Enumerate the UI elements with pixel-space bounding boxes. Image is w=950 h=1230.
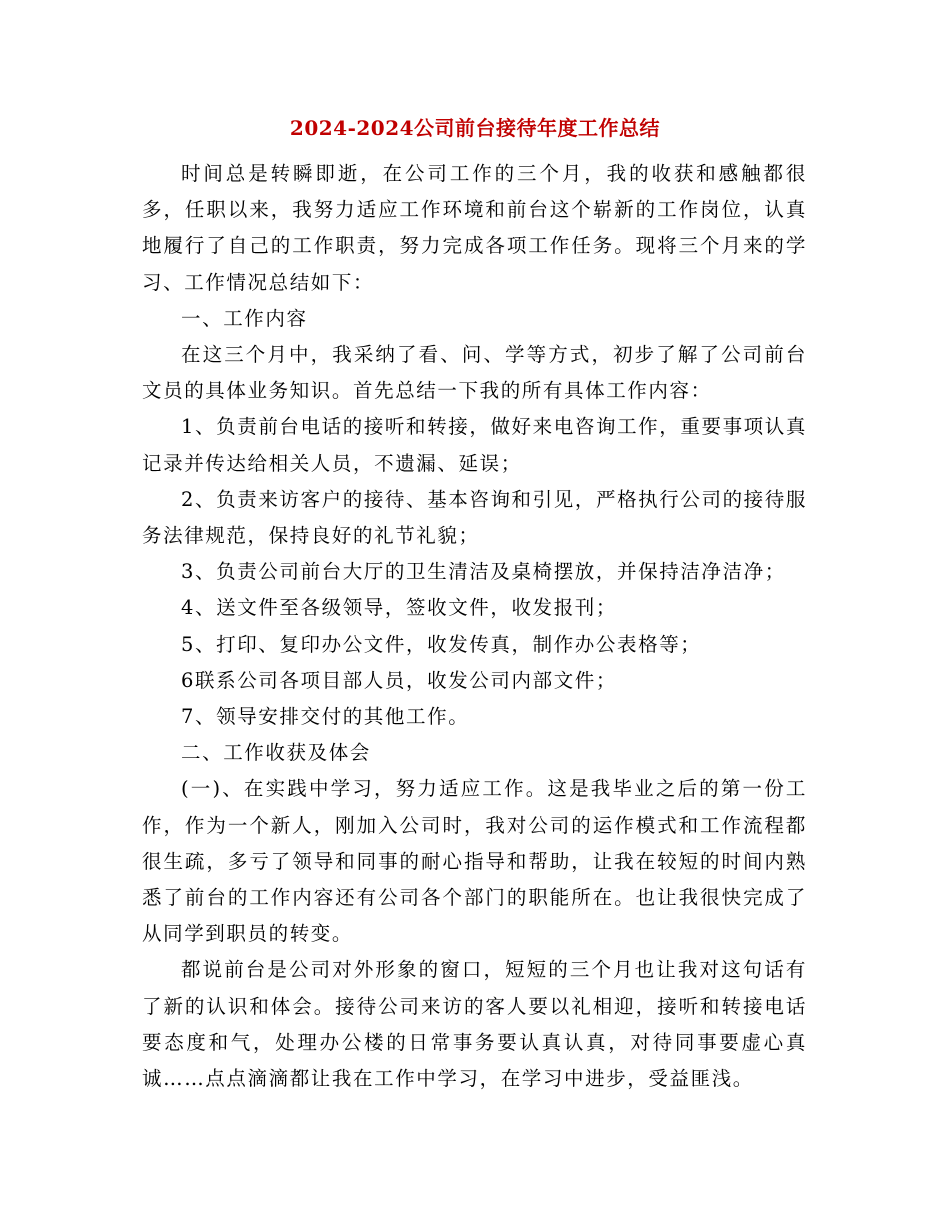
list-item-duty-2: 2、负责来访客户的接待、基本咨询和引见，严格执行公司的接待服务法律规范，保持良好的礼节礼貌； (142, 487, 807, 548)
list-item-duty-3: 3、负责公司前台大厅的卫生清洁及桌椅摆放，并保持洁净洁净； (181, 560, 786, 584)
section-heading-work-content: 一、工作内容 (181, 306, 308, 330)
document-body (142, 156, 807, 1097)
document-title: 2024-2024公司前台接待年度工作总结 (289, 116, 661, 140)
list-item-duty-5: 5、打印、复印办公文件，收发传真，制作办公表格等； (181, 632, 702, 656)
paragraph-work-overview: 在这三个月中，我采纳了看、问、学等方式，初步了解了公司前台文员的具体业务知识。首先总结一下我的所有具体工作内容： (142, 343, 807, 403)
list-item-duty-1: 1、负责前台电话的接听和转接，做好来电咨询工作，重要事项认真记录并传达给相关人员，不遗漏、延误； (142, 415, 807, 475)
paragraph-intro: 时间总是转瞬即逝，在公司工作的三个月，我的收获和感触都很多，任职以来，我努力适应工作环境和前台这个崭新的工作岗位，认真地履行了自己的工作职责，努力完成各项工作任务。现将三个月来的学习、工作情况总结如下： (142, 162, 807, 294)
paragraph-learning-in-practice: (一)、在实践中学习，努力适应工作。这是我毕业之后的第一份工作，作为一个新人，刚加入公司时，我对公司的运作模式和工作流程都很生疏，多亏了领导和同事的耐心指导和帮助，让我在较短的时间内熟悉了前台的工作内容还有公司各个部门的职能所在。也让我很快完成了从同学到职员的转变。 (142, 777, 807, 946)
paragraph-front-desk-window: 都说前台是公司对外形象的窗口，短短的三个月也让我对这句话有了新的认识和体会。接待公司来访的客人要以礼相迎，接听和转接电话要态度和气，处理办公楼的日常事务要认真认真，对待同事要虚心真诚……点点滴滴都让我在工作中学习，在学习中进步，受益匪浅。 (142, 958, 807, 1091)
section-heading-gains: 二、工作收获及体会 (181, 741, 371, 765)
list-item-duty-6: 6联系公司各项目部人员，收发公司内部文件； (181, 668, 618, 692)
list-item-duty-7: 7、领导安排交付的其他工作。 (181, 705, 470, 729)
list-item-duty-4: 4、送文件至各级领导，签收文件，收发报刊； (181, 596, 618, 620)
